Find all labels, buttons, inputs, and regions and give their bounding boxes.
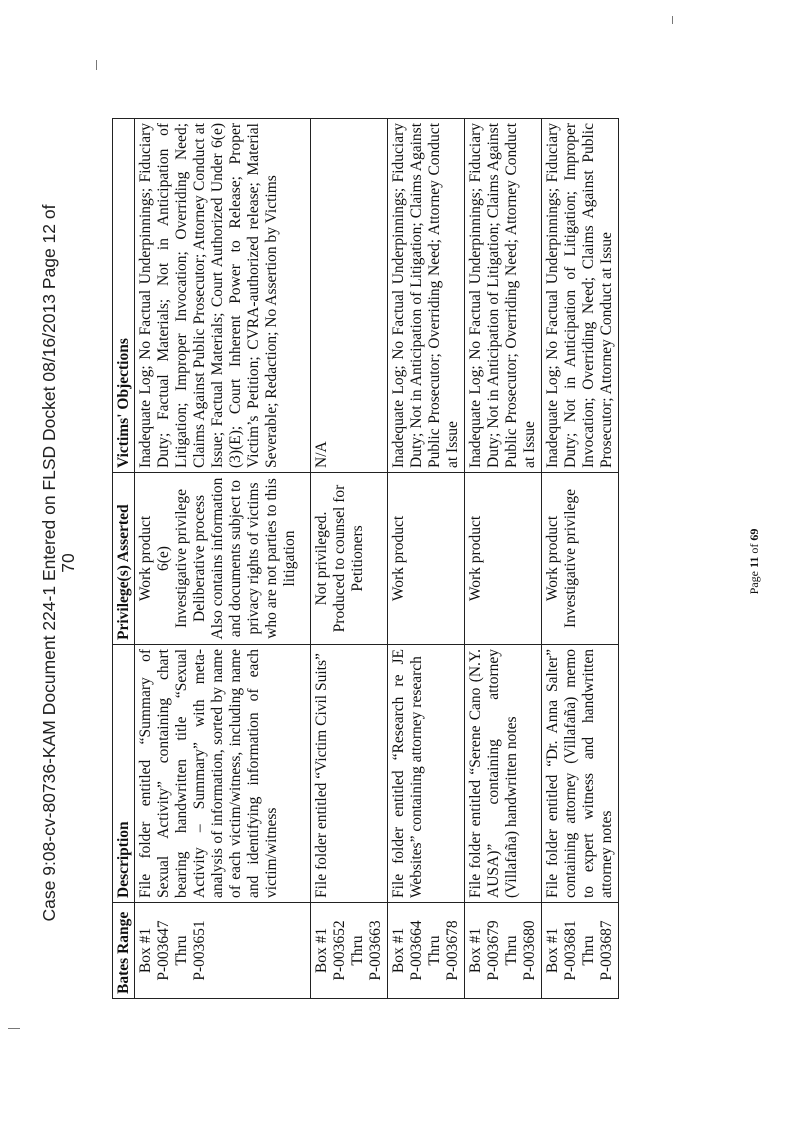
column-header-privilege: Privilege(s) Asserted <box>113 473 135 645</box>
privilege-item: Produced to counsel for Petitioners <box>331 484 366 633</box>
bates-start: P-003679 <box>485 920 502 981</box>
bates-thru: Thru <box>503 935 520 966</box>
description-cell: File folder entitled “Summary of Sexual Activity” containing chart bearing handwritten title “Sexual Activity – Summary” with meta-analysis of information, sorted by name of each victim/witness, including name and identifying information of each victim/witness <box>135 645 311 903</box>
column-header-description: Description <box>113 645 135 903</box>
privilege-cell <box>388 473 465 645</box>
description-cell: File folder entitled “Dr. Anna Salter” containing attorney (Villafaña) memo to expert witness and handwritten attorney notes <box>542 645 619 903</box>
privilege-cell <box>311 473 388 645</box>
page-label-mid: of <box>747 540 761 557</box>
bates-thru: Thru <box>173 935 190 966</box>
bates-start: P-003652 <box>331 920 348 981</box>
page-footer <box>747 0 762 1123</box>
objections-cell: N/A <box>311 119 388 473</box>
bates-end: P-003687 <box>598 920 615 981</box>
privilege-log-table <box>112 118 619 999</box>
privilege-item: Also contains information and documents subject to privacy rights of victims who are not parties to this litigation <box>209 477 298 640</box>
privilege-cell <box>135 473 311 645</box>
privilege-item: Not privileged. <box>313 511 330 606</box>
bates-box: Box #1 <box>467 927 484 974</box>
bates-start: P-003664 <box>408 920 425 981</box>
objections-cell: Inadequate Log; No Factual Underpinnings; Fiduciary Duty; Factual Materials; Not in Anticipation of Litigation; Improper Invocation; Overriding Need; Claims Against Public Prosecutor; Attorney Conduct at Issue; Factual Materials; Court Authorized Under 6(e)(3)(E); Court Inherent Power to Release; Proper Victim’s Petition; CVRA-authorized release; Material Severable; Redaction; No Assertion by Victims <box>135 119 311 473</box>
table-header-row <box>113 119 135 999</box>
bates-end: P-003663 <box>367 920 384 981</box>
bates-thru: Thru <box>580 935 597 966</box>
column-header-bates: Bates Range <box>113 903 135 999</box>
bates-thru: Thru <box>426 935 443 966</box>
privilege-cell <box>465 473 542 645</box>
page-total: 69 <box>747 528 761 541</box>
scan-mark <box>96 60 97 70</box>
table-row <box>542 119 619 999</box>
table-row <box>311 119 388 999</box>
objections-cell: Inadequate Log; No Factual Underpinnings; Fiduciary Duty; Not in Anticipation of Litigation; Claims Against Public Prosecutor; Overriding Need; Attorney Conduct at Issue <box>388 119 465 473</box>
bates-range-cell <box>542 903 619 999</box>
bates-box: Box #1 <box>390 927 407 974</box>
bates-range-cell <box>465 903 542 999</box>
table-row <box>388 119 465 999</box>
scan-mark <box>8 1028 20 1029</box>
objections-cell: Inadequate Log; No Factual Underpinnings; Fiduciary Duty; Not in Anticipation of Litigation; Claims Against Public Prosecutor; Overriding Need; Attorney Conduct at Issue <box>465 119 542 473</box>
privilege-item: Investigative privilege <box>562 488 579 629</box>
case-header-line1: Case 9:08-cv-80736-KAM Document 224-1 Entered on FLSD Docket 08/16/2013 Page 12 of <box>39 204 59 922</box>
privilege-log-table-wrap <box>112 118 619 999</box>
bates-box: Box #1 <box>544 927 561 974</box>
privilege-item: Work product <box>137 515 154 602</box>
case-header-line2: 70 <box>58 553 78 573</box>
description-cell: File folder entitled “Research re JE Websites” containing attorney research <box>388 645 465 903</box>
privilege-cell <box>542 473 619 645</box>
privilege-item: Investigative privilege <box>173 488 190 629</box>
description-cell: File folder entitled “Victim Civil Suits” <box>311 645 388 903</box>
bates-box: Box #1 <box>137 927 154 974</box>
bates-start: P-003681 <box>562 920 579 981</box>
table-row <box>465 119 542 999</box>
bates-box: Box #1 <box>313 927 330 974</box>
scan-mark <box>672 16 673 24</box>
privilege-item: Work product <box>467 515 484 602</box>
table-row <box>135 119 311 999</box>
objections-cell: Inadequate Log; No Factual Underpinnings; Fiduciary Duty; Not in Anticipation of Litigation; Improper Invocation; Overriding Need; Claims Against Public Prosecutor; Attorney Conduct at Issue <box>542 119 619 473</box>
bates-start: P-003647 <box>155 920 172 981</box>
bates-end: P-003651 <box>191 920 208 981</box>
privilege-item: Work product <box>544 515 561 602</box>
description-cell: File folder entitled “Serene Cano (N.Y. AUSA)” containing attorney (Villafaña) handwritten notes <box>465 645 542 903</box>
privilege-item: Work product <box>390 515 407 602</box>
bates-range-cell <box>135 903 311 999</box>
bates-range-cell <box>311 903 388 999</box>
bates-end: P-003678 <box>444 920 461 981</box>
privilege-item: 6(e) <box>155 546 172 571</box>
bates-thru: Thru <box>349 935 366 966</box>
bates-range-cell <box>388 903 465 999</box>
case-header <box>40 153 78 973</box>
privilege-item: Deliberative process <box>191 495 208 622</box>
bates-end: P-003680 <box>521 920 538 981</box>
page-label-prefix: Page <box>747 568 761 595</box>
page-number: 11 <box>747 556 761 569</box>
column-header-objections: Victims' Objections <box>113 119 135 473</box>
